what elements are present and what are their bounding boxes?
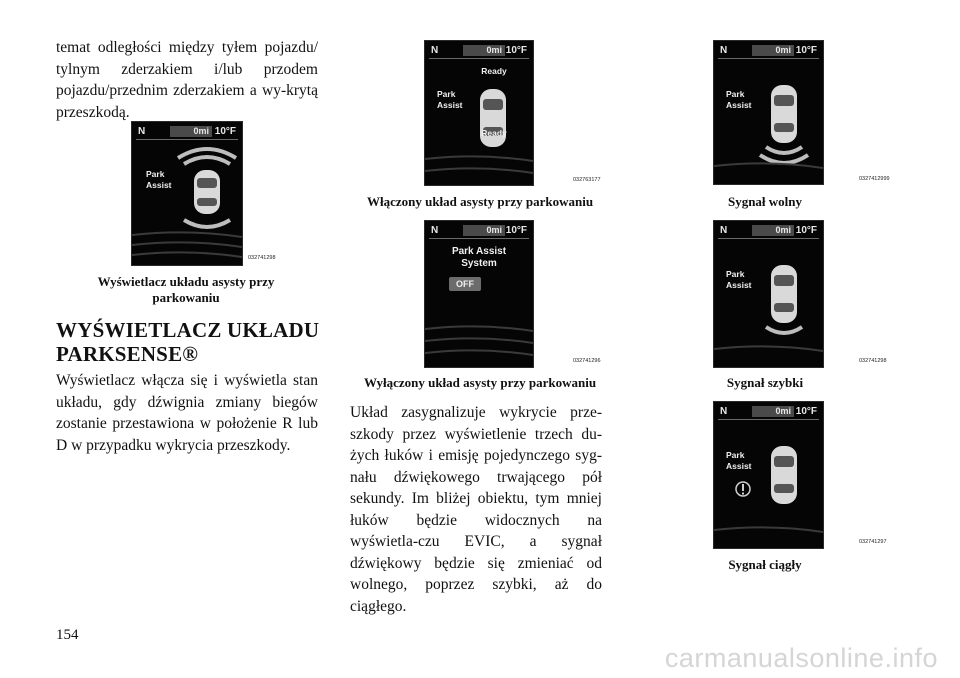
off-indicator: OFF (449, 277, 481, 291)
park-assist-label: Park Assist (726, 450, 752, 471)
park-assist-ready-figure (424, 40, 534, 186)
page-number: 154 (56, 627, 79, 643)
continuous-signal-figure: N 0mi 10°F Park Assist (713, 401, 824, 549)
park-assist-label: Park Assist (437, 89, 463, 110)
intro-paragraph (56, 37, 318, 123)
figure-code: 032741296 (573, 358, 601, 364)
figure-caption: Sygnał wolny (727, 194, 803, 209)
display-topbar (132, 125, 242, 139)
figure-caption: Sygnał szybki (726, 375, 804, 390)
ready-label-bottom: Ready (481, 128, 507, 138)
ready-label-top: Ready (481, 66, 507, 76)
car-icon (473, 83, 513, 153)
figure-caption: Sygnał ciągły (728, 557, 802, 572)
figure-code: 032741297 (859, 539, 887, 545)
floor-ripples (714, 337, 823, 367)
display-topbar: N 0mi 10°F (431, 45, 527, 56)
watermark: carmanualsonline.info (664, 643, 938, 673)
gear-indicator: N (138, 126, 146, 137)
body-paragraph: Układ zasygnalizuje wykrycie prze-szkody przez wyświetlenie trzech du-żych łuków i emisję pojedynczego syg-nału dźwiękowego trwającego pół sekundy. Im bliżej obiektu, tym mniej łuków będzie widocznych na wyświetla-czu EVIC, a sygnał dźwiękowy będzie się zmieniać od wolnego, poprzez szybki, aż do ciągłego. (350, 404, 602, 615)
slow-signal-figure: N 0mi 10°F Park Assist (713, 40, 824, 185)
figure-caption: Wyświetlacz układu asysty przy parkowaniu (97, 274, 275, 305)
figure-code: 0327412999 (859, 176, 890, 182)
floor-ripples (425, 317, 533, 367)
floor-ripples (425, 149, 533, 185)
display-divider (136, 139, 238, 140)
floor-ripples (714, 518, 823, 548)
figure-caption: Włączony układ asysty przy parkowaniu (366, 194, 594, 209)
odometer: 0mi (170, 126, 212, 137)
figure-code: 032741298 (248, 255, 276, 261)
fast-signal-figure: N 0mi 10°F Park Assist (713, 220, 824, 368)
figure-caption: Wyłączony układ asysty przy parkowaniu (363, 375, 597, 390)
intro-text: temat odległości między tyłem pojazdu/ tylnym zderzakiem i/lub przodem pojazdu/przednim zderzakiem a wy-krytą przeszkodą. (56, 39, 318, 121)
temperature: 10°F (214, 126, 236, 137)
car-with-arcs-icon (172, 144, 242, 234)
figure-code: 032763177 (573, 177, 601, 183)
park-assist-label: Park Assist (146, 169, 172, 190)
park-assist-label: Park Assist (726, 89, 752, 110)
floor-ripples (714, 154, 823, 184)
display-topbar: N 0mi 10°F (431, 225, 527, 236)
floor-ripples (132, 225, 242, 265)
system-label-line2: System (461, 258, 497, 269)
section-heading: WYŚWIETLACZ UKŁADU PARKSENSE® (56, 318, 320, 366)
park-assist-display-figure (131, 121, 243, 266)
system-label-line1: Park Assist (451, 246, 507, 257)
figure-code: 032741298 (859, 358, 887, 364)
body-paragraph: Wyświetlacz włącza się i wyświetla stan układu, gdy dźwignia zmiany biegów zostanie przestawiona w położenie R lub D w przypadku wykrycia przeszkody. (56, 372, 318, 454)
warning-icon (734, 480, 752, 498)
park-assist-off-figure (424, 220, 534, 368)
park-assist-label: Park Assist (726, 269, 752, 290)
